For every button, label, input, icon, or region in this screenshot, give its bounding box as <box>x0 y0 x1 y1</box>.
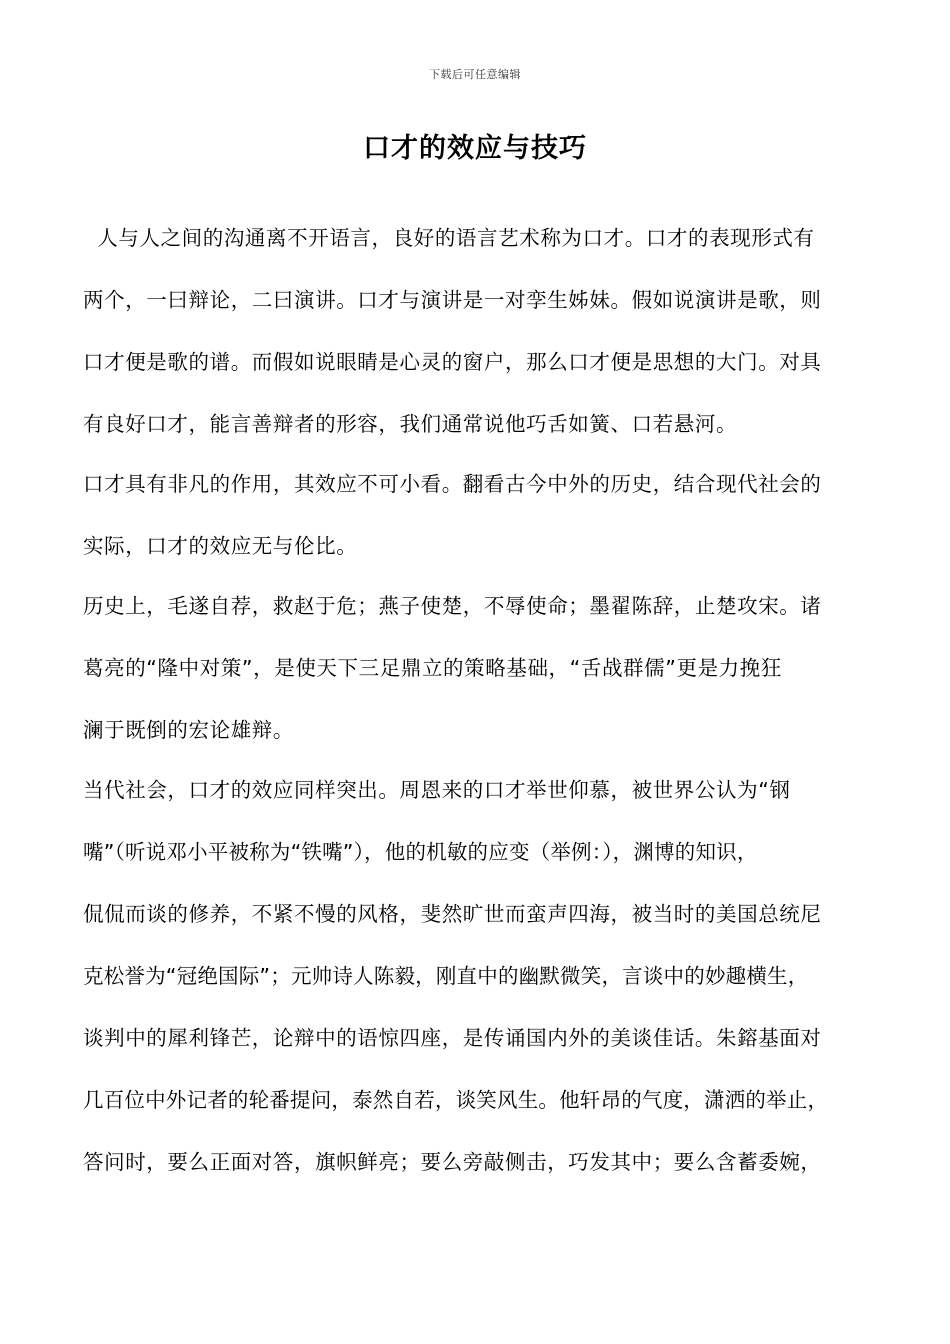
header-note: 下载后可任意编辑 <box>429 68 521 81</box>
text-line: 有良好口才，能言善辩者的形容，我们通常说他巧舌如簧、口若悬河。 <box>83 412 738 436</box>
text-line: 几百位中外记者的轮番提问，泰然自若，谈笑风生。他轩昂的气度，潇洒的举止， <box>83 1088 829 1112</box>
text-line: 口才便是歌的谱。而假如说眼睛是心灵的窗户，那么口才便是思想的大门。对具 <box>83 350 822 374</box>
text-line: 澜于既倒的宏论雄辩。 <box>83 718 294 742</box>
text-line: 当代社会，口才的效应同样突出。周恩来的口才举世仰慕，被世界公认为“钢 <box>83 778 791 802</box>
body-text <box>83 216 873 1202</box>
text-line: 两个，一曰辩论，二曰演讲。口才与演讲是一对孪生姊妹。假如说演讲是歌，则 <box>83 288 822 312</box>
text-line: 实际，口才的效应无与伦比。 <box>83 534 358 558</box>
text-line: 答问时，要么正面对答，旗帜鲜亮；要么旁敲侧击，巧发其中；要么含蓄委婉， <box>83 1150 822 1174</box>
text-line: 谈判中的犀利锋芒，论辩中的语惊四座，是传诵国内外的美谈佳话。朱鎔基面对 <box>83 1026 822 1050</box>
text-line: 嘴”（听说邓小平被称为“铁嘴”），他的机敏的应变（举例：），渊博的知识， <box>83 840 758 864</box>
text-line: 葛亮的“隆中对策”，是使天下三足鼎立的策略基础，“舌战群儒”更是力挽狂 <box>83 656 782 680</box>
text-line: 克松誉为“冠绝国际”；元帅诗人陈毅，刚直中的幽默微笑，言谈中的妙趣横生， <box>83 964 809 988</box>
text-line: 口才具有非凡的作用，其效应不可小看。翻看古今中外的历史，结合现代社会的 <box>83 472 822 496</box>
text-line: 人与人之间的沟通离不开语言，良好的语言艺术称为口才。口才的表现形式有 <box>83 226 815 250</box>
text-line: 侃侃而谈的修养，不紧不慢的风格，斐然旷世而蛮声四海，被当时的美国总统尼 <box>83 902 822 926</box>
text-line: 历史上，毛遂自荐，救赵于危；燕子使楚，不辱使命；墨翟陈辞，止楚攻宋。诸 <box>83 594 822 618</box>
document-title: 口才的效应与技巧 <box>363 133 587 164</box>
